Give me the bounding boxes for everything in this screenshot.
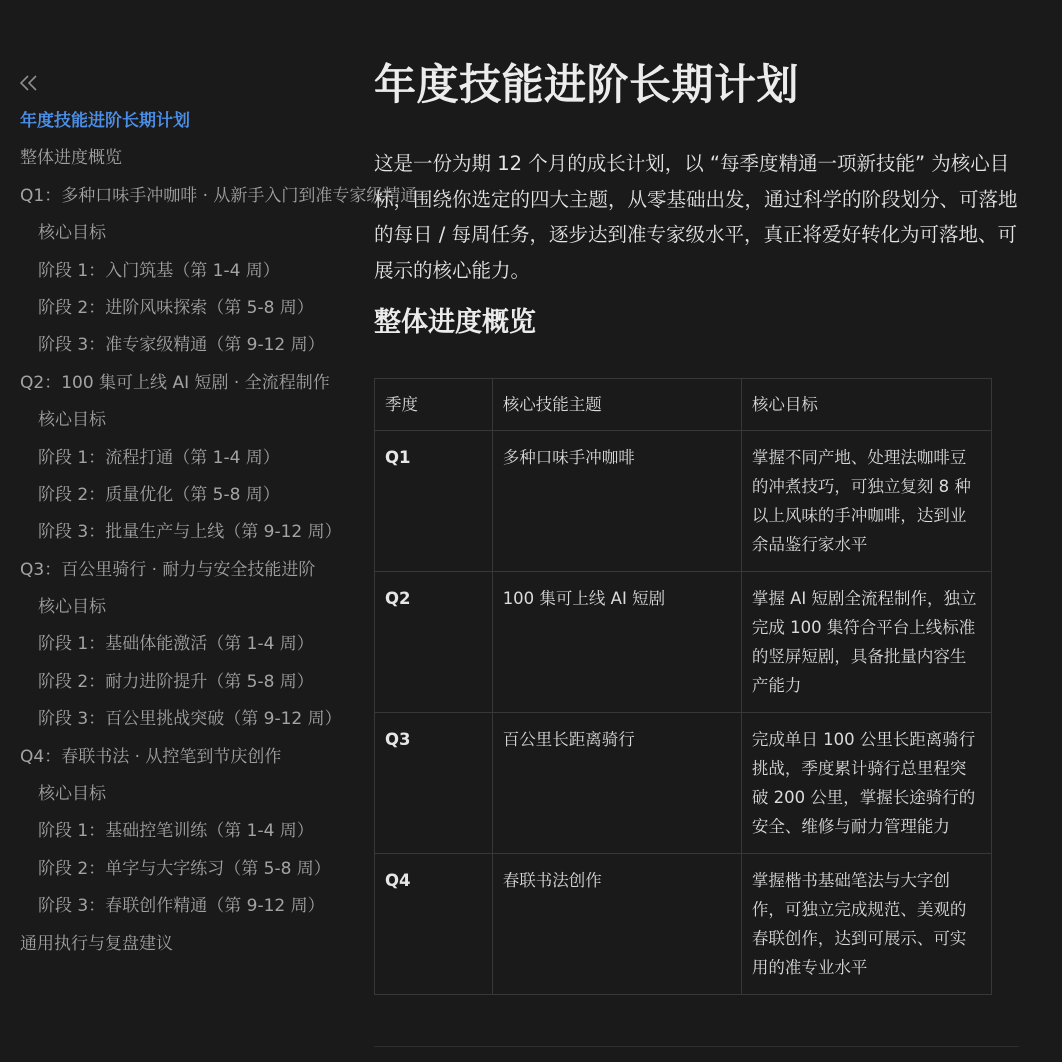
toc-item[interactable]: 阶段 1：基础控笔训练（第 1-4 周） — [38, 821, 314, 842]
overview-table — [374, 378, 992, 995]
divider — [374, 1046, 1019, 1047]
table-cell-quarter: Q4 — [375, 854, 493, 995]
toc-item[interactable]: 核心目标 — [38, 410, 106, 431]
toc-item[interactable]: 阶段 2：质量优化（第 5-8 周） — [38, 484, 280, 505]
page-title: 年度技能进阶长期计划 — [374, 60, 800, 109]
collapse-sidebar-icon[interactable] — [18, 72, 40, 94]
toc-item[interactable]: Q4：春联书法 · 从控笔到节庆创作 — [20, 746, 282, 767]
table-cell-goal: 完成单日 100 公里长距离骑行挑战，季度累计骑行总里程突破 200 公里，掌握长途骑行的安全、维修与耐力管理能力 — [741, 713, 991, 854]
toc-item[interactable]: 核心目标 — [38, 784, 106, 805]
toc-item[interactable]: 阶段 2：耐力进阶提升（第 5-8 周） — [38, 671, 314, 692]
toc-item[interactable]: 整体进度概览 — [20, 148, 122, 169]
table-cell-goal: 掌握不同产地、处理法咖啡豆的冲煮技巧，可独立复刻 8 种以上风味的手冲咖啡，达到业余品鉴行家水平 — [741, 431, 991, 572]
section-heading-overview: 整体进度概览 — [374, 307, 536, 338]
table-cell-quarter: Q3 — [375, 713, 493, 854]
table-cell-topic: 百公里长距离骑行 — [492, 713, 741, 854]
toc-item[interactable]: 阶段 3：批量生产与上线（第 9-12 周） — [38, 522, 342, 543]
toc-item[interactable]: 阶段 1：流程打通（第 1-4 周） — [38, 447, 280, 468]
toc-item[interactable]: 阶段 1：基础体能激活（第 1-4 周） — [38, 634, 314, 655]
toc-item[interactable]: 阶段 3：准专家级精通（第 9-12 周） — [38, 335, 325, 356]
toc-item[interactable]: 核心目标 — [38, 223, 106, 244]
table-row — [375, 854, 992, 995]
table-cell-quarter: Q1 — [375, 431, 493, 572]
table-header-cell: 核心目标 — [741, 379, 991, 431]
table-cell-topic: 多种口味手冲咖啡 — [492, 431, 741, 572]
toc-item[interactable]: 核心目标 — [38, 597, 106, 618]
table-cell-topic: 春联书法创作 — [492, 854, 741, 995]
table-row — [375, 431, 992, 572]
toc-item[interactable]: 阶段 3：百公里挑战突破（第 9-12 周） — [38, 709, 342, 730]
table-row — [375, 572, 992, 713]
toc-item[interactable]: 阶段 2：单字与大字练习（第 5-8 周） — [38, 858, 331, 879]
toc-item[interactable]: 年度技能进阶长期计划 — [20, 111, 190, 131]
table-cell-topic: 100 集可上线 AI 短剧 — [492, 572, 741, 713]
table-row — [375, 713, 992, 854]
toc-item[interactable]: Q1：多种口味手冲咖啡 · 从新手入门到准专家级精通 — [20, 185, 418, 206]
toc-item[interactable]: 阶段 1：入门筑基（第 1-4 周） — [38, 260, 280, 281]
table-header-cell: 季度 — [375, 379, 493, 431]
table-header-row — [375, 379, 992, 431]
toc-item[interactable]: Q3：百公里骑行 · 耐力与安全技能进阶 — [20, 559, 316, 580]
toc-item[interactable]: Q2：100 集可上线 AI 短剧 · 全流程制作 — [20, 372, 330, 393]
intro-paragraph: 这是一份为期 12 个月的成长计划，以 “每季度精通一项新技能” 为核心目标，围绕你选定的四大主题，从零基础出发，通过科学的阶段划分、可落地的每日 / 每周任务，逐步达到准专家级水平，真正将爱好转化为可落地、可展示的核心能力。 — [374, 152, 1018, 282]
table-cell-goal: 掌握 AI 短剧全流程制作，独立完成 100 集符合平台上线标准的竖屏短剧，具备批量内容生产能力 — [741, 572, 991, 713]
table-cell-quarter: Q2 — [375, 572, 493, 713]
toc-item[interactable]: 阶段 3：春联创作精通（第 9-12 周） — [38, 896, 325, 917]
toc-item[interactable]: 阶段 2：进阶风味探索（第 5-8 周） — [38, 297, 314, 318]
table-header-cell: 核心技能主题 — [492, 379, 741, 431]
toc-item[interactable]: 通用执行与复盘建议 — [20, 933, 173, 954]
table-cell-goal: 掌握楷书基础笔法与大字创作，可独立完成规范、美观的春联创作，达到可展示、可实用的准专业水平 — [741, 854, 991, 995]
